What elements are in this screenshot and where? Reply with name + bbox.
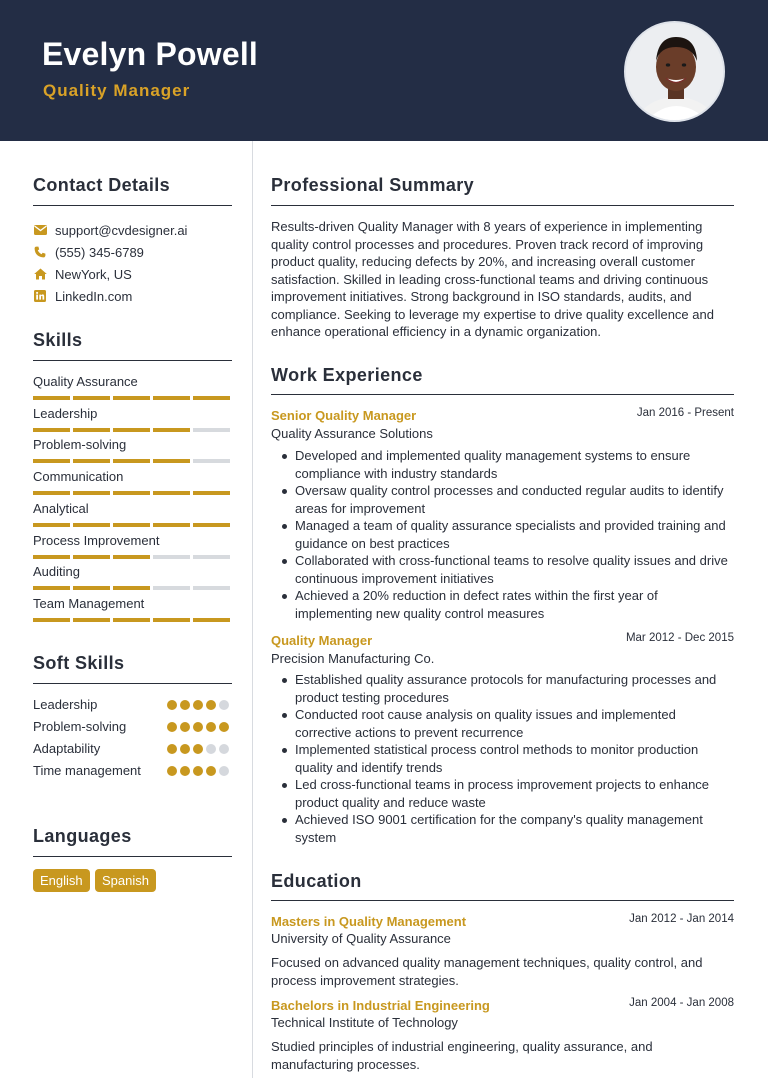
soft-skills-heading: Soft Skills [33, 653, 125, 673]
skill-level-segment [73, 459, 110, 463]
language-badge: English [33, 869, 90, 892]
soft-skill-label: Problem-solving [33, 719, 127, 734]
degree-title: Bachelors in Industrial Engineering [271, 998, 490, 1013]
skills-heading: Skills [33, 330, 83, 350]
job-organization: Quality Assurance Solutions [271, 426, 433, 441]
skill-level-bars [33, 586, 232, 590]
summary-rule [271, 205, 734, 206]
school-name: Technical Institute of Technology [271, 1015, 458, 1030]
soft-skill-label: Adaptability [33, 741, 101, 756]
person-photo-icon [626, 23, 725, 122]
skill-level-bars [33, 428, 232, 432]
job-bullet: Collaborated with cross-functional teams to resolve quality issues and drive continuous improvement initiatives [271, 552, 734, 587]
skill-item [33, 533, 232, 559]
skill-level-segment [153, 396, 190, 400]
skill-level-segment [33, 459, 70, 463]
soft-skill-rating [167, 700, 229, 710]
rating-dot [219, 766, 229, 776]
skill-label: Problem-solving [33, 437, 127, 452]
profile-photo [624, 21, 725, 122]
skill-label: Communication [33, 469, 124, 484]
skill-level-bars [33, 555, 232, 559]
skill-label: Team Management [33, 596, 145, 611]
contact-phone-text: (555) 345-6789 [55, 244, 144, 260]
home-icon [33, 267, 47, 281]
skill-item [33, 564, 232, 590]
skill-level-segment [153, 491, 190, 495]
rating-dot [206, 744, 216, 754]
contact-phone[interactable] [33, 243, 144, 261]
rating-dot [219, 744, 229, 754]
contact-rule [33, 205, 232, 206]
summary-text: Results-driven Quality Manager with 8 years of experience in implementing quality control processes and procedures. Proven track record of improving product quality, reducing defects by 20%, and increasing overall customer satisfaction. Skilled in leading cross-functional teams and driving continuous improvement initiatives. Strong background in ISO standards, audits, and compliance. Seeking to leverage my expertise to drive quality excellence and enhance operational efficiency in a dynamic organization. [271, 219, 714, 339]
rating-dot [206, 766, 216, 776]
column-divider [252, 141, 253, 1078]
skill-item [33, 596, 232, 622]
skill-level-bars [33, 618, 232, 622]
soft-skill-label: Time management [33, 763, 141, 778]
degree-description: Focused on advanced quality management techniques, quality control, and process improvement strategies. [271, 955, 703, 988]
skill-level-segment [193, 618, 230, 622]
skills-rule [33, 360, 232, 361]
rating-dot [219, 700, 229, 710]
skill-level-segment [193, 428, 230, 432]
soft-skill-label: Leadership [33, 697, 98, 712]
rating-dot [167, 722, 177, 732]
skill-level-bars [33, 491, 232, 495]
skill-item [33, 501, 232, 527]
skill-level-segment [33, 618, 70, 622]
skill-level-segment [33, 491, 70, 495]
skill-level-bars [33, 396, 232, 400]
contact-linkedin[interactable] [33, 287, 132, 305]
degree-description: Studied principles of industrial engineering, quality assurance, and manufacturing processes. [271, 1039, 653, 1072]
job-dates: Mar 2012 - Dec 2015 [625, 632, 734, 644]
skill-level-segment [113, 459, 150, 463]
skill-item [33, 406, 232, 432]
soft-skill-item [33, 696, 233, 714]
rating-dot [193, 700, 203, 710]
skill-label: Quality Assurance [33, 374, 138, 389]
rating-dot [206, 700, 216, 710]
skill-level-segment [73, 586, 110, 590]
languages-heading: Languages [33, 826, 132, 846]
job-bullet: Oversaw quality control processes and conducted regular audits to identify areas for improvement [271, 482, 734, 517]
skill-level-segment [193, 396, 230, 400]
contact-location-text: NewYork, US [55, 266, 132, 282]
rating-dot [180, 700, 190, 710]
skill-label: Process Improvement [33, 533, 160, 548]
soft-skill-rating [167, 766, 229, 776]
rating-dot [167, 744, 177, 754]
contact-email[interactable] [33, 221, 187, 239]
skill-item [33, 374, 232, 400]
job-bullet: Achieved ISO 9001 certification for the company's quality management system [271, 811, 734, 846]
rating-dot [167, 700, 177, 710]
skill-level-segment [113, 586, 150, 590]
soft-skills-rule [33, 683, 232, 684]
skill-level-segment [113, 555, 150, 559]
skill-level-segment [153, 428, 190, 432]
skill-item [33, 469, 232, 495]
rating-dot [193, 744, 203, 754]
summary-heading: Professional Summary [271, 175, 475, 195]
skill-level-segment [153, 586, 190, 590]
job-organization: Precision Manufacturing Co. [271, 651, 435, 666]
skill-level-segment [73, 555, 110, 559]
linkedin-icon [33, 289, 47, 303]
skill-level-segment [113, 523, 150, 527]
soft-skill-item [33, 762, 233, 780]
rating-dot [180, 766, 190, 776]
skill-level-segment [193, 459, 230, 463]
skill-level-segment [33, 555, 70, 559]
skill-level-bars [33, 459, 232, 463]
skill-level-segment [73, 618, 110, 622]
envelope-icon [33, 223, 47, 237]
soft-skill-item [33, 740, 233, 758]
rating-dot [180, 744, 190, 754]
experience-heading: Work Experience [271, 365, 423, 385]
rating-dot [193, 722, 203, 732]
rating-dot [167, 766, 177, 776]
skill-label: Analytical [33, 501, 89, 516]
soft-skill-rating [167, 744, 229, 754]
skill-level-segment [73, 428, 110, 432]
skill-item [33, 437, 232, 463]
job-bullet: Managed a team of quality assurance specialists and provided training and guidance on best practices [271, 517, 734, 552]
soft-skill-item [33, 718, 233, 736]
skill-level-segment [193, 491, 230, 495]
skill-level-segment [113, 428, 150, 432]
education-heading: Education [271, 871, 362, 891]
skill-level-segment [73, 523, 110, 527]
education-rule [271, 900, 734, 901]
job-title: Quality Manager [271, 633, 373, 648]
skill-level-segment [193, 586, 230, 590]
skill-level-segment [153, 459, 190, 463]
candidate-name: Evelyn Powell [42, 36, 259, 72]
job-dates: Jan 2016 - Present [636, 407, 734, 419]
degree-dates: Jan 2012 - Jan 2014 [629, 913, 734, 925]
rating-dot [206, 722, 216, 732]
degree-title: Masters in Quality Management [271, 914, 467, 929]
skill-level-segment [113, 396, 150, 400]
skill-level-segment [153, 555, 190, 559]
skill-level-segment [193, 523, 230, 527]
job-bullet: Achieved a 20% reduction in defect rates within the first year of implementing new quality control measures [271, 587, 734, 622]
job-bullet: Conducted root cause analysis on quality issues and implemented corrective actions to prevent recurrence [271, 706, 734, 741]
job-bullets [271, 447, 734, 622]
rating-dot [180, 722, 190, 732]
skill-level-segment [33, 586, 70, 590]
contact-email-text: support@cvdesigner.ai [55, 222, 188, 238]
experience-rule [271, 394, 734, 395]
rating-dot [193, 766, 203, 776]
job-bullet: Led cross-functional teams in process improvement projects to enhance product quality and reduce waste [271, 776, 734, 811]
skill-label: Leadership [33, 406, 98, 421]
job-bullets [271, 671, 734, 846]
skill-level-segment [193, 555, 230, 559]
job-bullet: Implemented statistical process control methods to monitor production quality and identify trends [271, 741, 734, 776]
skill-level-bars [33, 523, 232, 527]
skill-label: Auditing [33, 564, 80, 579]
skill-level-segment [33, 396, 70, 400]
skill-level-segment [113, 618, 150, 622]
soft-skill-rating [167, 722, 229, 732]
skill-level-segment [73, 396, 110, 400]
contact-linkedin-text: LinkedIn.com [55, 288, 133, 304]
contact-heading: Contact Details [33, 175, 171, 195]
degree-dates: Jan 2004 - Jan 2008 [629, 997, 734, 1009]
rating-dot [219, 722, 229, 732]
school-name: University of Quality Assurance [271, 931, 451, 946]
job-bullet: Established quality assurance protocols for manufacturing processes and product testing procedures [271, 671, 734, 706]
language-badge: Spanish [95, 869, 156, 892]
job-title: Senior Quality Manager [271, 408, 417, 423]
phone-icon [33, 245, 47, 259]
candidate-role: Quality Manager [43, 81, 191, 100]
skill-level-segment [33, 523, 70, 527]
job-bullet: Developed and implemented quality management systems to ensure compliance with industry standards [271, 447, 734, 482]
contact-location [33, 265, 132, 283]
languages-rule [33, 856, 232, 857]
header-banner [0, 0, 768, 141]
skill-level-segment [33, 428, 70, 432]
skill-level-segment [73, 491, 110, 495]
skill-level-segment [153, 618, 190, 622]
skill-level-segment [113, 491, 150, 495]
skill-level-segment [153, 523, 190, 527]
